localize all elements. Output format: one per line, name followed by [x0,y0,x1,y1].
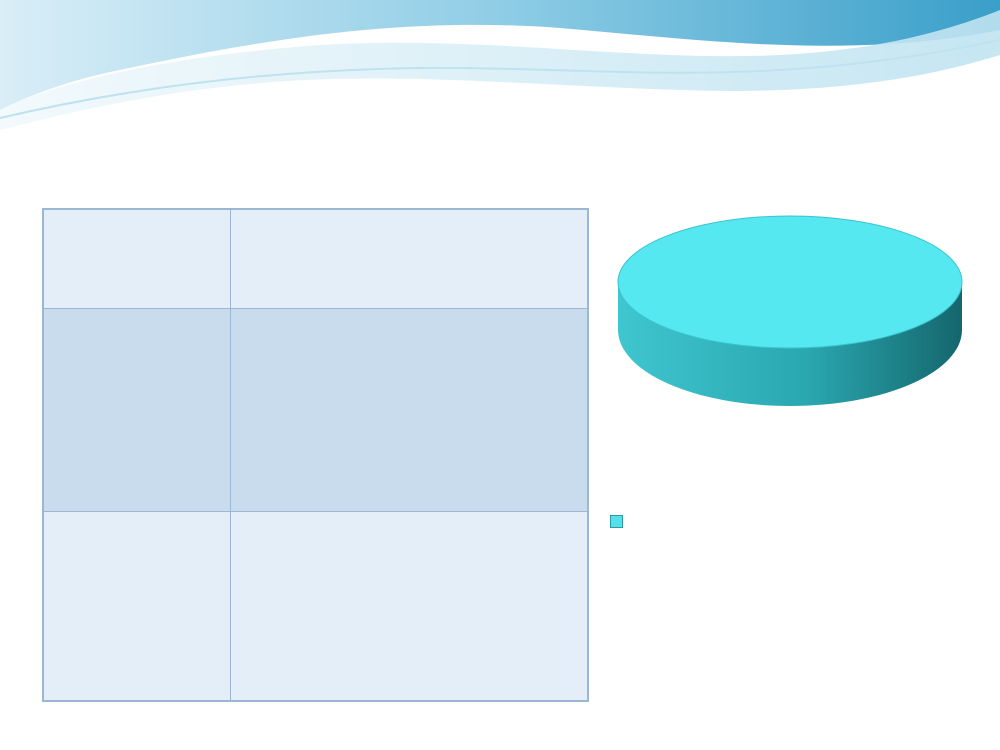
row-content [231,512,588,701]
row-content [231,210,588,309]
program-table [43,209,588,701]
pie-legend [610,510,980,530]
pie-slice-top [618,216,962,348]
legend-swatch [610,515,623,528]
pie-chart [610,212,970,412]
header-waves-decoration [0,0,1000,160]
table-row-funding [44,512,588,701]
row-label [44,210,231,309]
row-content [231,309,588,512]
table-row-goal [44,309,588,512]
row-label [44,512,231,701]
table-row-subprograms [44,210,588,309]
row-label [44,309,231,512]
